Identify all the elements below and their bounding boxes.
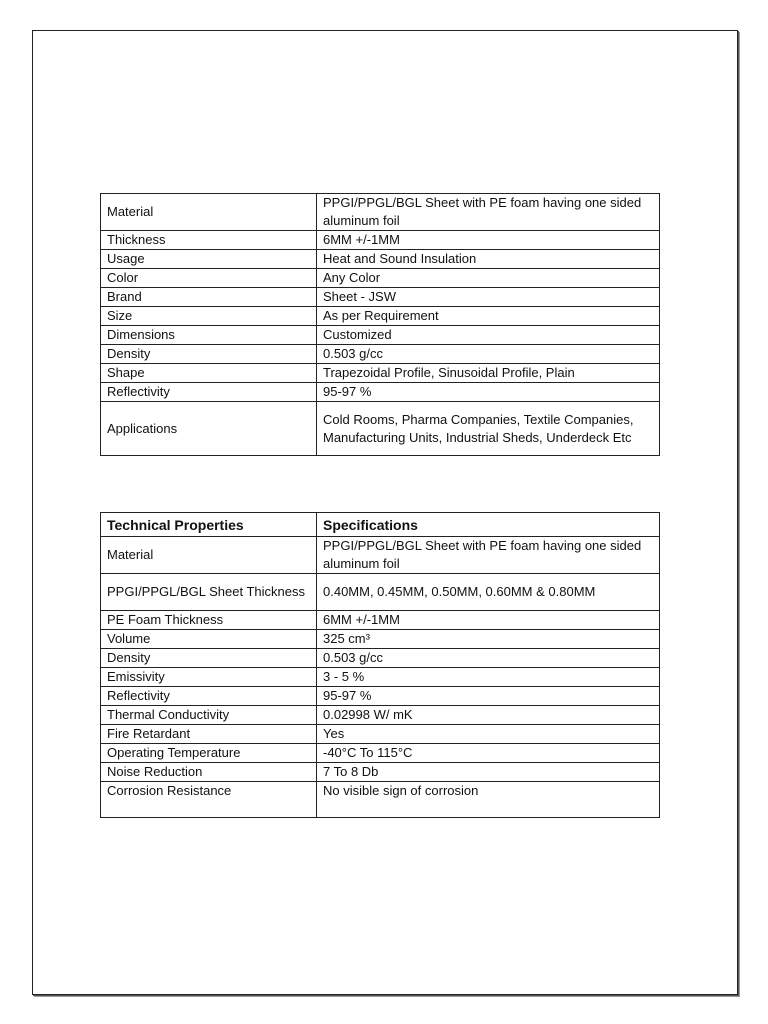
- row-label: Reflectivity: [101, 687, 317, 706]
- row-value: PPGI/PPGL/BGL Sheet with PE foam having one sided aluminum foil: [317, 194, 660, 231]
- row-label: Fire Retardant: [101, 725, 317, 744]
- row-label: Emissivity: [101, 668, 317, 687]
- row-value: Heat and Sound Insulation: [317, 250, 660, 269]
- table-row: [101, 706, 660, 725]
- row-value: Trapezoidal Profile, Sinusoidal Profile, Plain: [317, 364, 660, 383]
- technical-properties-table: [100, 512, 660, 818]
- row-label: Brand: [101, 288, 317, 307]
- table-row: [101, 744, 660, 763]
- row-label: Size: [101, 307, 317, 326]
- row-value: 6MM +/-1MM: [317, 231, 660, 250]
- row-value: -40°C To 115°C: [317, 744, 660, 763]
- row-label: Density: [101, 345, 317, 364]
- row-label: Dimensions: [101, 326, 317, 345]
- row-label: Operating Temperature: [101, 744, 317, 763]
- row-value: 7 To 8 Db: [317, 763, 660, 782]
- table-row: [101, 537, 660, 574]
- table-row: [101, 326, 660, 345]
- column-header-specifications: Specifications: [317, 513, 660, 537]
- row-label: Reflectivity: [101, 383, 317, 402]
- table-row: [101, 345, 660, 364]
- row-label: Color: [101, 269, 317, 288]
- row-label: Usage: [101, 250, 317, 269]
- table-row: [101, 383, 660, 402]
- row-label: PPGI/PPGL/BGL Sheet Thickness: [101, 574, 317, 611]
- row-value: Yes: [317, 725, 660, 744]
- table-row: [101, 402, 660, 456]
- table-row: [101, 269, 660, 288]
- row-value: 95-97 %: [317, 687, 660, 706]
- table-row: [101, 364, 660, 383]
- table-row: [101, 649, 660, 668]
- row-value: Sheet - JSW: [317, 288, 660, 307]
- row-label: Thermal Conductivity: [101, 706, 317, 725]
- row-label: Corrosion Resistance: [101, 782, 317, 818]
- row-value: 0.503 g/cc: [317, 649, 660, 668]
- table-row: [101, 574, 660, 611]
- table-row: [101, 250, 660, 269]
- row-value: Customized: [317, 326, 660, 345]
- row-label: Thickness: [101, 231, 317, 250]
- row-label: Volume: [101, 630, 317, 649]
- table-header-row: [101, 513, 660, 537]
- row-label: Shape: [101, 364, 317, 383]
- table-row: [101, 231, 660, 250]
- table-row: [101, 668, 660, 687]
- row-value: Cold Rooms, Pharma Companies, Textile Companies, Manufacturing Units, Industrial Sheds, Underdeck Etc: [317, 402, 660, 456]
- row-value: 0.40MM, 0.45MM, 0.50MM, 0.60MM & 0.80MM: [317, 574, 660, 611]
- row-value: 6MM +/-1MM: [317, 611, 660, 630]
- table-row: [101, 307, 660, 326]
- table-row: [101, 782, 660, 818]
- table-row: [101, 763, 660, 782]
- row-label: Noise Reduction: [101, 763, 317, 782]
- row-value: 95-97 %: [317, 383, 660, 402]
- table-row: [101, 194, 660, 231]
- row-label: PE Foam Thickness: [101, 611, 317, 630]
- row-value: 3 - 5 %: [317, 668, 660, 687]
- row-value: No visible sign of corrosion: [317, 782, 660, 818]
- row-label: Density: [101, 649, 317, 668]
- table-row: [101, 630, 660, 649]
- row-value: 0.503 g/cc: [317, 345, 660, 364]
- row-value: Any Color: [317, 269, 660, 288]
- row-value: 325 cm³: [317, 630, 660, 649]
- column-header-properties: Technical Properties: [101, 513, 317, 537]
- table-row: [101, 611, 660, 630]
- table-row: [101, 725, 660, 744]
- row-value: PPGI/PPGL/BGL Sheet with PE foam having one sided aluminum foil: [317, 537, 660, 574]
- row-label: Applications: [101, 402, 317, 456]
- row-value: 0.02998 W/ mK: [317, 706, 660, 725]
- row-label: Material: [101, 537, 317, 574]
- table-row: [101, 687, 660, 706]
- product-spec-table: [100, 193, 660, 456]
- row-label: Material: [101, 194, 317, 231]
- row-value: As per Requirement: [317, 307, 660, 326]
- table-row: [101, 288, 660, 307]
